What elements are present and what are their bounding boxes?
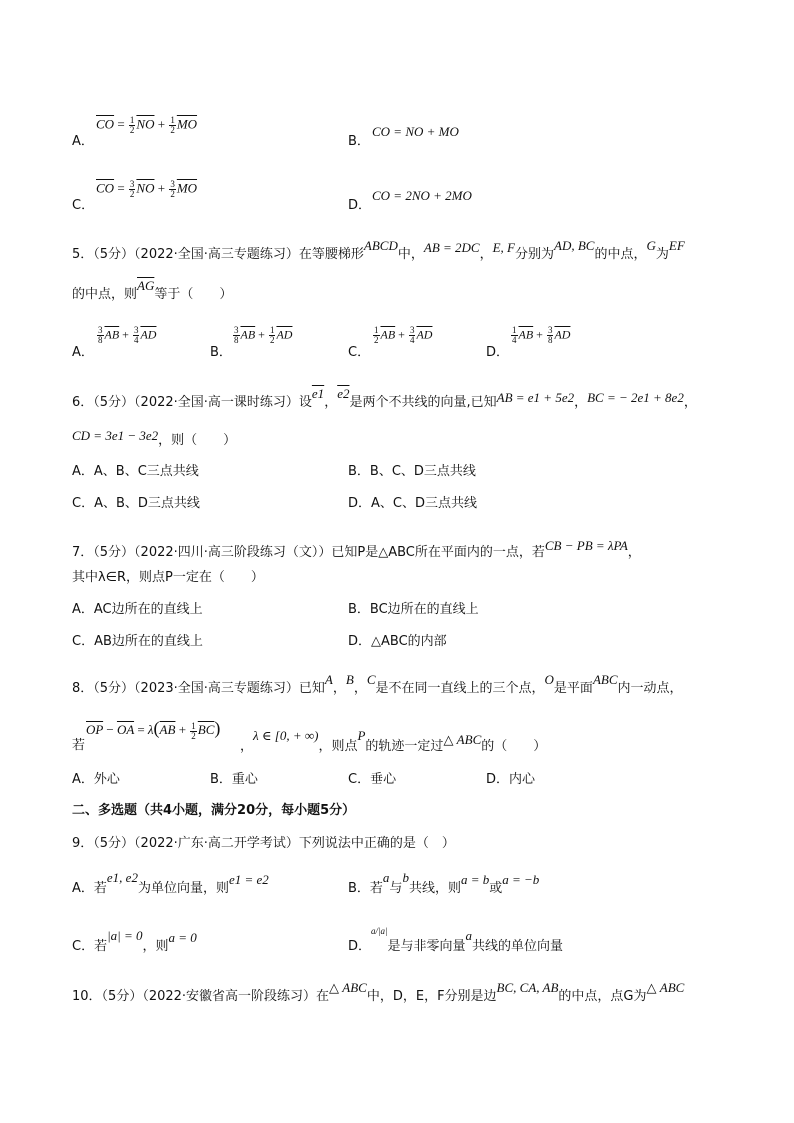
q5-line1: 5．（5分）（2022·全国·高三专题练习）在等腰梯形ABCD中，AB = 2DC，E, F分别为AD, BC的中点，G为EF — [72, 238, 685, 262]
q9-option-b: B．若a与b共线，则a = b或a = −b — [348, 870, 540, 896]
q5-option-b-expr: $\frac{3}{8}$ $\overline{AB}$ + $\frac{1}{2}$ $\overline{AD}$ — [234, 325, 293, 345]
q7-line1: 7．（5分）（2022·四川·高三阶段练习（文））已知P是△ABC所在平面内的一点，若CB − PB = λPA， — [72, 538, 641, 560]
section-title-multi-choice: 二、多选题（共4小题，满分20分，每小题5分） — [72, 803, 356, 818]
q5-option-d-label: D． — [486, 345, 510, 360]
q5-option-b-label: B． — [210, 345, 232, 360]
q4-option-c-expr: $\overline{CO}$ = $\frac{3}{2}$ $\overline{NO}$ + $\frac{3}{2}$ $\overline{MO}$ — [96, 179, 198, 199]
q7-option-a: A．AC边所在的直线上 — [72, 602, 203, 617]
q5-option-a-expr: $\frac{3}{8}$ $\overline{AB}$ + $\frac{3}{4}$ $\overline{AD}$ — [98, 325, 157, 345]
q4-option-b-expr: CO = NO + MO — [372, 124, 459, 139]
q10-line1: 10．（5分）（2022·安徽省高一阶段练习）在△ ABC中，D，E，F分别是边BC, CA, AB的中点，点G为△ ABC — [72, 980, 685, 1004]
q5-option-d-expr: $\frac{1}{4}$ $\overline{AB}$ + $\frac{3}{8}$ $\overline{AD}$ — [512, 325, 571, 345]
q7-option-c: C．AB边所在的直线上 — [72, 634, 203, 649]
q6-option-c: C．A、B、D三点共线 — [72, 496, 200, 511]
q7-option-d: D．△ABC的内部 — [348, 634, 447, 649]
q6-option-b: B．B、C、D三点共线 — [348, 464, 476, 479]
q4-option-a-expr: $\overline{CO}$ = $\frac{1}{2}$ $\overline{NO}$ + $\frac{1}{2}$ $\overline{MO}$ — [96, 115, 198, 135]
q5-option-a-label: A． — [72, 345, 94, 360]
q9-option-c: C．若|a| = 0，则a = 0 — [72, 928, 197, 954]
q9-option-a: A．若e1, e2为单位向量，则e1 = e2 — [72, 870, 269, 896]
q4-option-a-label: A． — [72, 134, 94, 149]
q9-stem: 9．（5分）（2022·广东·高二开学考试）下列说法中正确的是（ ） — [72, 836, 455, 851]
q4-option-b-label: B． — [348, 134, 370, 149]
q6-option-a: A．A、B、C三点共线 — [72, 464, 199, 479]
q7-line2: 其中λ∈R，则点P一定在（ ） — [72, 570, 264, 585]
q8-ruo: 若 — [72, 738, 86, 753]
q8-option-b: B．重心 — [210, 772, 258, 787]
q4-option-d-label: D． — [348, 198, 372, 213]
q4-option-d-expr: CO = 2NO + 2MO — [372, 188, 472, 203]
q5-option-c-expr: $\frac{1}{2}$ $\overline{AB}$ + $\frac{3}{4}$ $\overline{AD}$ — [374, 325, 433, 345]
q8-line1: 8．（5分）（2023·全国·高三专题练习）已知A，B，C是不在同一直线上的三个点，O是平面ABC内一动点， — [72, 672, 683, 696]
q5-line2: 的中点，则$\overline{AG}$等于（ ） — [72, 278, 233, 302]
q7-option-b: B．BC边所在的直线上 — [348, 602, 479, 617]
q8-equation: $\overline{OP} - \overline{OA} = \lambda(\overline{AB}$ + $\frac{1}{2}$ $\overline{BC}$) — [86, 718, 221, 741]
q6-option-d: D．A、C、D三点共线 — [348, 496, 477, 511]
q6-line2: CD = 3e1 − 3e2，则（ ） — [72, 428, 237, 448]
q6-line1: 6．（5分）（2022·全国·高一课时练习）设e1，e2是两个不共线的向量,已知AB = e1 + 5e2，BC = − 2e1 + 8e2， — [72, 386, 697, 410]
q4-option-c-label: C． — [72, 198, 95, 213]
q5-option-c-label: C． — [348, 345, 371, 360]
q8-line2: ，λ ∈ [0, + ∞)，则点P的轨迹一定过△ ABC的（ ） — [240, 728, 547, 754]
q8-option-a: A．外心 — [72, 772, 120, 787]
q8-option-d: D．内心 — [486, 772, 536, 787]
q8-option-c: C．垂心 — [348, 772, 397, 787]
q9-option-d: D．$^{a/|a|}$是与非零向量a共线的单位向量 — [348, 926, 563, 954]
